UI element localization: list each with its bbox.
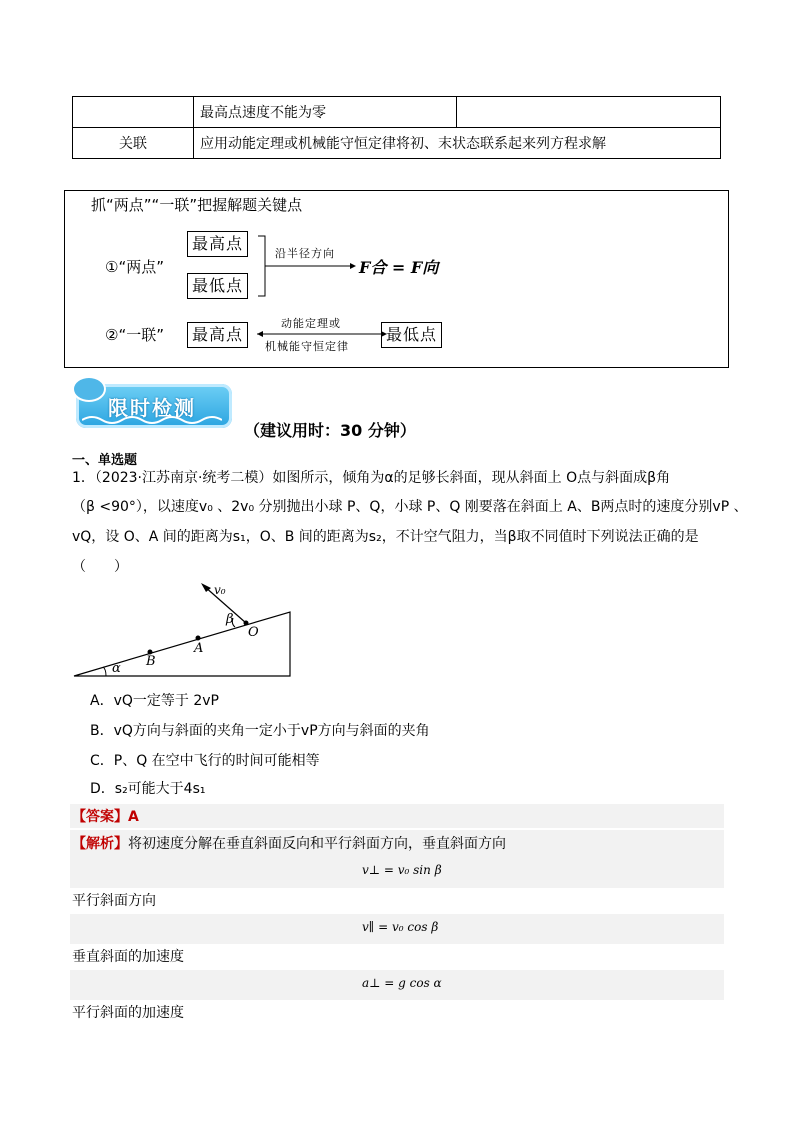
table-row: [73, 128, 721, 159]
key-points-box: [64, 190, 729, 368]
analysis-line-4: 平行斜面的加速度: [72, 1005, 184, 1021]
banner-label: 限时检测: [108, 396, 196, 420]
table-cell: 应用动能定理或机械能守恒定律将初、末状态联系起来列方程求解: [194, 128, 721, 159]
analysis-line-3: 垂直斜面的加速度: [72, 949, 184, 965]
option-b: B．vQ方向与斜面的夹角一定小于vP方向与斜面的夹角: [90, 723, 430, 739]
link-note-top: 动能定理或: [281, 317, 341, 330]
radial-direction-note: 沿半径方向: [275, 247, 335, 260]
option-a: A．vQ一定等于 2vP: [90, 693, 219, 709]
question-line-2: （β <90°），以速度v₀ 、2v₀ 分别抛出小球 P、Q，小球 P、Q 刚要落在斜面上 A、B两点时的速度分别vP 、: [72, 499, 748, 515]
question-line-1: 1．（2023·江苏南京·统考二模）如图所示，倾角为α的足够长斜面，现从斜面上 O点与斜面成β角: [72, 470, 671, 486]
link-note-bottom: 机械能守恒定律: [265, 340, 349, 353]
equation-2: v∥ = v₀ cos β: [362, 920, 439, 934]
option-c: C．P、Q 在空中飞行的时间可能相等: [90, 753, 320, 769]
lowest-point-box-2: 最低点: [381, 322, 442, 348]
equation-3: a⊥ = g cos α: [362, 976, 442, 990]
table-row: [73, 97, 721, 128]
dolphin-icon: [72, 376, 106, 402]
force-equation: F合 = F向: [359, 258, 439, 277]
table-cell: [73, 97, 194, 128]
point-A: [196, 636, 201, 641]
alpha-label: α: [112, 661, 121, 676]
two-points-label: ①“两点”: [105, 258, 164, 276]
answer-value: A: [128, 809, 139, 825]
analysis-text: 将初速度分解在垂直斜面反向和平行斜面方向，垂直斜面方向: [128, 836, 506, 852]
answer-label: 【答案】: [72, 809, 128, 825]
table-cell: [457, 97, 721, 128]
section-heading: 一、单选题: [72, 453, 138, 468]
B-label: B: [146, 654, 156, 669]
equation-1: v⊥ = v₀ sin β: [362, 863, 442, 877]
incline-figure: [70, 580, 300, 680]
highest-point-box: 最高点: [187, 231, 248, 257]
lowest-point-box: 最低点: [187, 273, 248, 299]
highest-point-box-2: 最高点: [187, 322, 248, 348]
table-cell: 关联: [73, 128, 194, 159]
summary-table: [72, 96, 721, 159]
analysis-line-1: [72, 833, 506, 853]
answer-band: [70, 804, 724, 828]
O-label: O: [248, 625, 259, 640]
analysis-line-2: 平行斜面方向: [72, 893, 156, 909]
question-line-4: （ ）: [72, 559, 128, 575]
v0-label: v₀: [214, 583, 226, 597]
incline-triangle: [74, 612, 290, 676]
answer-line: [72, 806, 139, 826]
table-cell: 最高点速度不能为零: [194, 97, 457, 128]
suggested-time: （建议用时：30 分钟）: [244, 421, 416, 440]
wave-icon: [82, 414, 222, 426]
option-d: D．s₂可能大于4s₁: [90, 781, 206, 797]
timed-test-banner: [76, 384, 232, 428]
analysis-label: 【解析】: [72, 836, 128, 852]
question-line-3: vQ，设 O、A 间的距离为s₁，O、B 间的距离为s₂，不计空气阻力，当β取不同值时下列说法正确的是: [72, 529, 699, 545]
one-link-label: ②“一联”: [105, 326, 164, 344]
key-points-title: 抓“两点”“一联”把握解题关键点: [91, 196, 303, 214]
beta-label: β: [226, 612, 234, 627]
A-label: A: [194, 641, 204, 656]
